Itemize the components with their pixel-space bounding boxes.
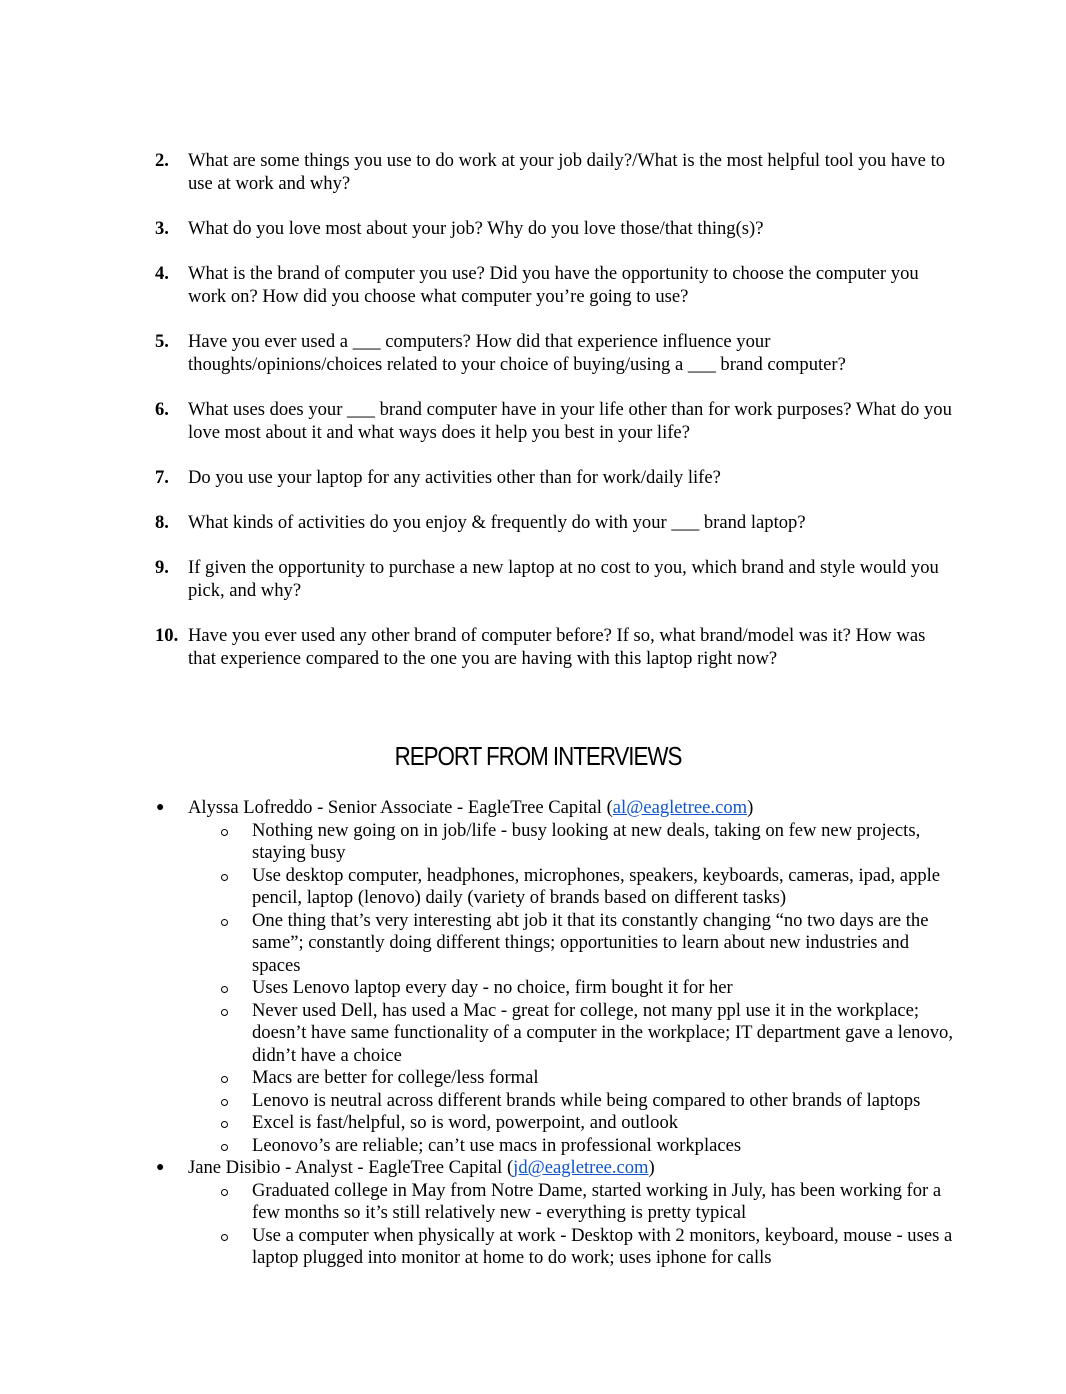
note-item (188, 1112, 955, 1135)
note-text: Uses Lenovo laptop every day - no choice, firm bought it for her (252, 977, 733, 998)
note-item (188, 1090, 955, 1113)
question-text: If given the opportunity to purchase a new laptop at no cost to you, which brand and style would you pick, and why? (188, 557, 939, 601)
hollow-bullet-icon (221, 919, 228, 926)
filled-bullet-icon: ● (156, 800, 165, 815)
note-item (188, 865, 955, 910)
email-link[interactable]: al@eagletree.com (612, 797, 748, 818)
question-number: 10. (155, 625, 179, 646)
note-text: Never used Dell, has used a Mac - great for college, not many ppl use it in the workplace; doesn’t have same functionality of a computer in the workplace; IT department gave a lenovo, didn’t have a choice (252, 999, 953, 1066)
question-item (155, 466, 955, 489)
note-item (188, 1225, 955, 1270)
note-text: Macs are better for college/less formal (252, 1067, 539, 1088)
hollow-bullet-icon (221, 1189, 228, 1196)
interview-notes-list (188, 820, 955, 1158)
question-item (155, 330, 955, 376)
note-text: Nothing new going on in job/life - busy looking at new deals, taking on few new projects, staying busy (252, 819, 921, 863)
question-number: 5. (155, 331, 169, 352)
question-text: What is the brand of computer you use? Did you have the opportunity to choose the computer you work on? How did you choose what computer you’re going to use? (188, 263, 919, 307)
hollow-bullet-icon (221, 829, 228, 836)
note-item (188, 910, 955, 978)
interviewee-header: Jane Disibio - Analyst - EagleTree Capital ( (188, 1157, 514, 1178)
interviewee-header: Alyssa Lofreddo - Senior Associate - EagleTree Capital ( (188, 797, 613, 818)
interviewee-item (155, 797, 955, 1157)
question-number: 8. (155, 512, 169, 533)
question-text: Have you ever used any other brand of computer before? If so, what brand/model was it? How was that experience compared to the one you are having with this laptop right now? (188, 625, 926, 669)
hollow-bullet-icon (221, 1099, 228, 1106)
question-text: What kinds of activities do you enjoy & frequently do with your ___ brand laptop? (188, 512, 806, 533)
question-text: What uses does your ___ brand computer have in your life other than for work purposes? What do you love most about it and what ways does it help you best in your life? (188, 399, 952, 443)
hollow-bullet-icon (221, 874, 228, 881)
question-text: Have you ever used a ___ computers? How did that experience influence your thoughts/opinions/choices related to your choice of buying/using a ___ brand computer? (188, 331, 846, 375)
note-text: One thing that’s very interesting abt job it that its constantly changing “no two days are the same”; constantly doing different things; opportunities to learn about new industries and spaces (252, 909, 929, 976)
email-link[interactable]: jd@eagletree.com (513, 1157, 649, 1178)
note-text: Use desktop computer, headphones, microphones, speakers, keyboards, cameras, ipad, apple pencil, laptop (lenovo) daily (variety of brands based on different tasks) (252, 864, 941, 908)
question-number: 9. (155, 557, 169, 578)
question-number: 4. (155, 263, 169, 284)
note-text: Leonovo’s are reliable; can’t use macs in professional workplaces (252, 1134, 742, 1156)
note-item (188, 1135, 955, 1158)
report-title: REPORT FROM INTERVIEWS (394, 741, 682, 771)
question-text: What do you love most about your job? Why do you love those/that thing(s)? (188, 218, 764, 239)
note-text: Graduated college in May from Notre Dame, started working in July, has been working for a few months so it’s still relatively new - everything is pretty typical (252, 1179, 942, 1223)
question-text: Do you use your laptop for any activities other than for work/daily life? (188, 467, 721, 488)
interviewee-item (155, 1157, 955, 1270)
note-text: Excel is fast/helpful, so is word, powerpoint, and outlook (252, 1112, 679, 1133)
question-item (155, 511, 955, 534)
hollow-bullet-icon (221, 1144, 228, 1151)
hollow-bullet-icon (221, 1076, 228, 1083)
question-item (155, 149, 955, 195)
interviewee-header-close: ) (648, 1157, 655, 1178)
question-item (155, 556, 955, 602)
note-text: Lenovo is neutral across different brands while being compared to other brands of laptops (252, 1089, 921, 1111)
note-item (188, 1067, 955, 1090)
hollow-bullet-icon (221, 1121, 228, 1128)
note-item (188, 820, 955, 865)
question-number: 3. (155, 218, 169, 239)
interview-report-list (155, 797, 955, 1270)
question-item (155, 624, 955, 670)
note-item (188, 1180, 955, 1225)
interview-notes-list (188, 1180, 955, 1270)
note-item (188, 1000, 955, 1068)
question-number: 7. (155, 467, 169, 488)
interview-questions-list (155, 149, 955, 692)
hollow-bullet-icon (221, 986, 228, 993)
interviewee-header-close: ) (747, 797, 754, 818)
question-number: 6. (155, 399, 169, 420)
hollow-bullet-icon (221, 1234, 228, 1241)
note-item (188, 977, 955, 1000)
filled-bullet-icon: ● (156, 1160, 165, 1175)
question-item (155, 398, 955, 444)
question-number: 2. (155, 150, 169, 171)
note-text: Use a computer when physically at work - Desktop with 2 monitors, keyboard, mouse - uses a laptop plugged into monitor at home to do work; uses iphone for calls (252, 1224, 953, 1268)
question-item (155, 262, 955, 308)
question-item (155, 217, 955, 240)
question-text: What are some things you use to do work at your job daily?/What is the most helpful tool you have to use at work and why? (188, 150, 946, 194)
hollow-bullet-icon (221, 1009, 228, 1016)
